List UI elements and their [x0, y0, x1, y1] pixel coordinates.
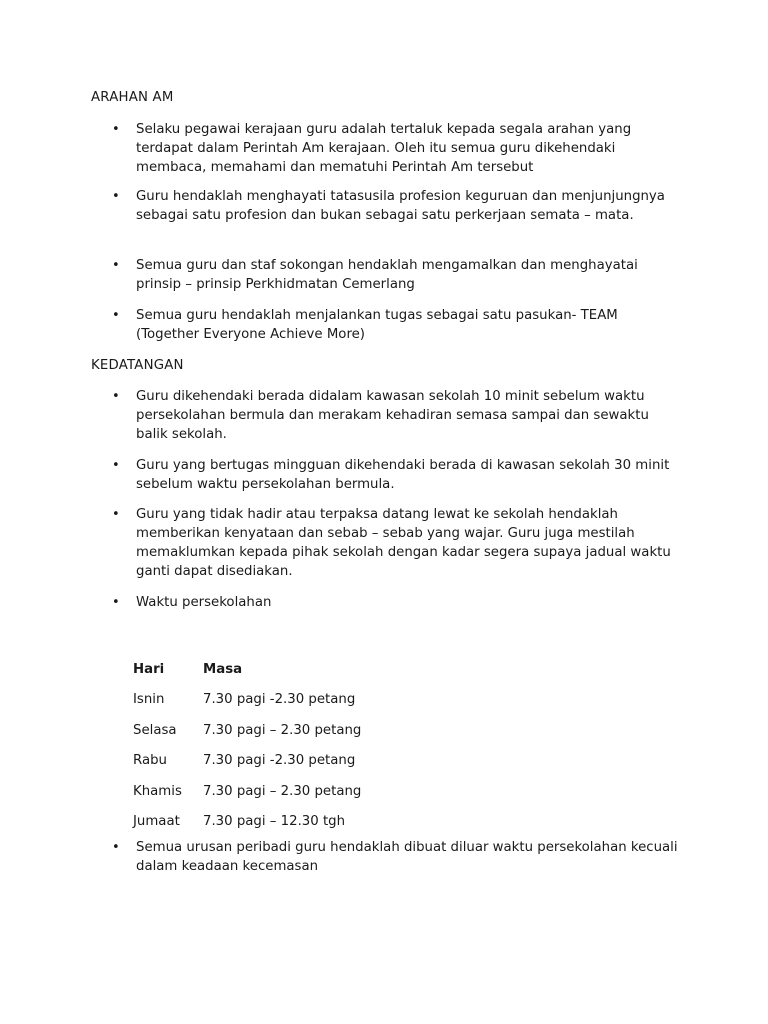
list-item — [112, 120, 682, 177]
table-row — [133, 746, 361, 777]
column-header-masa: Masa — [203, 661, 243, 677]
list-item-text: Guru yang tidak hadir atau terpaksa datang lewat ke sekolah hendaklah memberikan kenyataan dan sebab – sebab yang wajar. Guru juga mestilah memaklumkan kepada pihak sekolah dengan kadar segera supaya jadual waktu ganti dapat disediakan. — [136, 507, 671, 579]
time-cell: 7.30 pagi -2.30 petang — [203, 753, 356, 769]
list-item-text: Guru dikehendaki berada didalam kawasan sekolah 10 minit sebelum waktu persekolahan bermula dan merakam kehadiran semasa sampai dan sewaktu balik sekolah. — [136, 389, 649, 442]
table-header-row — [133, 654, 361, 685]
list-item — [112, 256, 682, 294]
day-cell: Selasa — [133, 722, 177, 738]
day-cell: Khamis — [133, 783, 182, 799]
column-header-hari: Hari — [133, 661, 165, 677]
bullet-icon: • — [112, 258, 120, 273]
day-cell: Isnin — [133, 692, 165, 708]
list-item — [112, 456, 682, 494]
section-heading-arahan-am: ARAHAN AM — [91, 90, 174, 105]
list-item — [112, 306, 682, 344]
bullet-icon: • — [112, 308, 120, 323]
time-cell: 7.30 pagi – 2.30 petang — [203, 722, 362, 738]
bullet-icon: • — [112, 507, 120, 522]
list-item-text: Guru yang bertugas mingguan dikehendaki berada di kawasan sekolah 30 minit sebelum waktu persekolahan bermula. — [136, 458, 670, 492]
section-heading-kedatangan: KEDATANGAN — [91, 358, 184, 373]
schedule-table — [133, 654, 361, 837]
list-item-text: Semua guru hendaklah menjalankan tugas sebagai satu pasukan- TEAM (Together Everyone Achieve More) — [136, 308, 618, 342]
table-row — [133, 685, 361, 716]
bullet-icon: • — [112, 389, 120, 404]
time-cell: 7.30 pagi -2.30 petang — [203, 692, 356, 708]
list-item-text: Selaku pegawai kerajaan guru adalah tertaluk kepada segala arahan yang terdapat dalam Perintah Am kerajaan. Oleh itu semua guru dikehendaki membaca, memahami dan mematuhi Perintah Am tersebut — [136, 122, 632, 175]
table-row — [133, 807, 361, 838]
bullet-icon: • — [112, 840, 120, 855]
bullet-icon: • — [112, 458, 120, 473]
list-item-text: Semua urusan peribadi guru hendaklah dibuat diluar waktu persekolahan kecuali dalam keadaan kecemasan — [136, 840, 678, 874]
list-item-text: Waktu persekolahan — [136, 595, 272, 610]
list-item — [112, 387, 682, 444]
table-row — [133, 776, 361, 807]
bullet-icon: • — [112, 189, 120, 204]
day-cell: Rabu — [133, 753, 167, 769]
list-item — [112, 505, 682, 581]
table-row — [133, 715, 361, 746]
bullet-icon: • — [112, 595, 120, 610]
day-cell: Jumaat — [133, 814, 180, 830]
list-item — [112, 187, 682, 225]
list-item-text: Semua guru dan staf sokongan hendaklah mengamalkan dan menghayatai prinsip – prinsip Perkhidmatan Cemerlang — [136, 258, 638, 292]
time-cell: 7.30 pagi – 12.30 tgh — [203, 814, 346, 830]
bullet-icon: • — [112, 122, 120, 137]
list-item — [112, 838, 682, 876]
list-item — [112, 593, 682, 612]
time-cell: 7.30 pagi – 2.30 petang — [203, 783, 362, 799]
list-item-text: Guru hendaklah menghayati tatasusila profesion keguruan dan menjunjungnya sebagai satu profesion dan bukan sebagai satu perkerjaan semata – mata. — [136, 189, 665, 223]
